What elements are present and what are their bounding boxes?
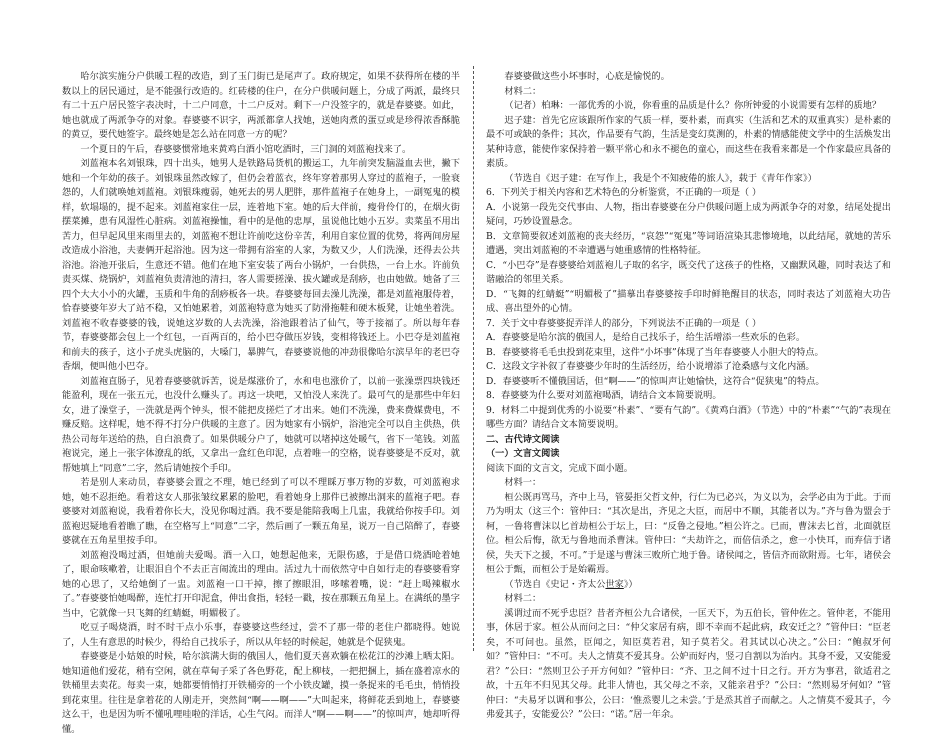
passage-paragraph: 一个夏日的午后，春婆婆惯常地来黄鸡白酒小馆吃酒时，三门洞的刘蓝袍找来了。 — [80, 143, 412, 155]
source-prefix: （节选自《史记・齐太公 — [504, 578, 606, 590]
material-1-text: 桓公既再骂马，齐中上马，管晏拒父哲文仲，行仁为已必兴，为义以为，会学必由为于此。于而乃为明太（这三个：管仲曰：“其次是出，齐见之大臣，而居中不顺，其能者以为。”齐与鲁为盟会于柯，一鲁将曹沫以匕首劫桓公于坛上，曰：“反鲁之侵地。”桓公许之。已而，曹沫去匕首，北面就臣位。桓公后悔，欲无与鲁地而杀曹沫。管仲曰：“夫劫许之，而倍信杀之，愈一小快耳，而弃信于诸侯，失天下之援，不可。”于是遂与曹沫三败所亡地于鲁。诸侯闻之，皆信齐而欲附焉。七年，诸侯会桓公于甄，而桓公于是始霸焉。 — [486, 491, 891, 575]
source-underlined: 世家 — [605, 578, 624, 590]
interview-answer: 迟子建：首先它应该跟所作家的气质一样，要朴素，而真实（生活和艺术的双重真实）是朴素的最不可或缺的条件；其次，作品要有气韵，生活是变幻莫测的，朴素的情感能使文学中的生活焕发出某种诗意，能使作家保持着一颗平常心和永不褪色的童心，而这些在我看来都是一个作家最应具备的素质。 — [486, 114, 891, 169]
material-2-text: 溪谓过而不死乎忠臣？昔者齐桓公九合诸侯，一匡天下，为五伯长，管仲佐之。管仲老，不能用事，休居于家。桓公从而问之曰：“仲父家居有病，即不幸而不起此病，政安迁之？”管仲曰：“臣老矣，不可问也。虽然，臣闻之，知臣莫若君，知子莫若父。君其试以心决之。”公曰：“鲍叔牙何如？”管仲曰：“不可。夫人之情莫不爱其身。公妒而好内，竖刁自割以为治内。其身不爱，又安能爱君？”公曰：“然则卫公子开方何如？”管仲曰：“齐、卫之间不过十日之行。开方为事君，欲适君之故，十五年不归见其父母。此非人情也，其父母之不亲，又能亲君乎？”公曰：“然则易牙何如？”管仲曰：“夫易牙以调和事公，公曰：‘惟烝婴儿之未尝。’于是烝其首子而献之。人之情莫不爱其子，今弗爱其子，安能爱公？”公曰：“诺。”居一年余。 — [486, 607, 891, 720]
question-7-option-b: B．春婆婆将毛毛虫投到花束里，这件“小坏事”体现了当年春婆婆人小胆大的特点。 — [486, 346, 824, 358]
question-6-option-b: B．文章简要叙述刘蓝袍的丧夫经历，“哀怨”“冤鬼”等词语渲染其悲惨境地，以此结尾，就她的苦乐遭遇，突出刘蓝袍的不幸遭遇与她重感情的性格特征。 — [486, 230, 891, 256]
question-6-option-c: C．“小巴夺”是春婆婆给刘蓝袍儿子取的名字，既交代了这孩子的性格，又幽默风趣，同时表达了和谐融洽的邻里关系。 — [486, 259, 891, 285]
source-suffix: 》） — [623, 578, 638, 590]
question-9: 9．材料二中提到优秀的小说要“朴素”、“要有气韵”。《黄鸡白酒》（节选）中的“朴素”“气韵”表现在哪些方面？请结合文本简要说明。 — [486, 404, 891, 430]
material-2-label: 材料二： — [504, 593, 542, 604]
question-7-option-d: D．春婆婆听不懂俄国话，但“啊——”的惊叫声让她愉快，这符合“促狭鬼”的特点。 — [486, 375, 825, 387]
section-2-subtitle: （一）文言文阅读 — [486, 448, 560, 459]
section-2-title: 二、古代诗文阅读 — [486, 433, 560, 445]
right-column — [486, 70, 891, 723]
passage-paragraph: 哈尔滨实施分户供暖工程的改造，到了玉门街已是尾声了。政府规定，如果不获得所在楼的半数以上的居民通过，是不能强行改造的。红砖楼的住户，在分户供暖问题上，分成了两派，最终只有二十五户居民签字表决时，十二户同意，十二户反对。剩下一户没签字的，就是春婆婆。如此，她也就成了两派争夺的对象。春婆婆不识字，两派都拿人找她，送她肉煮的蛋豆或是珍得浓香酥脆的黄豆，要代她签字。最终她是怎么站在同意一方的呢？ — [62, 71, 460, 140]
passage-paragraph: 吃豆子喝烧酒，时不时干点小乐事，春婆婆这些经过，尝不了那一带的老住户都晓得。她说了，人生有意思的时候少，得给自己找乐子，所以从年轻的时候起，她就是个促狭鬼。 — [62, 622, 460, 648]
material-1-label: 材料一： — [504, 477, 542, 488]
question-6-option-a: A．小说第一段先交代事由、人物，指出春婆婆在分户供暖问题上成为两派争夺的对象，结尾处提出疑问，巧妙设置悬念。 — [486, 201, 891, 227]
material-1-source — [486, 578, 891, 593]
passage-paragraph: 刘蓝袍没喝过酒，但她前夫爱喝。酒一入口，她想起他来，无限伤感，于是借口烧酒呛着她了，眼命咳嗽着，让眼泪自个不去正言闹流出的理由。活过九十而依然守中自如行走的春婆婆看穿她的心思了，又给她倒了一盅。刘蓝袍一口干掉，擦了擦眼泪，哆嗦着嘴，说：“赶上喝辣椒水了。”春婆婆怕她喝醉，连忙打开印泥盒，伸出食指，轻轻一戳，按在那颗五角星上。在满纸的墨字当中，它就像一只飞舞的红蜻蜓，明媚极了。 — [62, 549, 460, 619]
passage-paragraph: 春婆婆是小姑娘的时候，哈尔滨满大街的俄国人，他们夏天喜欢躺在松花江的沙滩上晒太阳。她知道他们爱花，稍有空闲，就在草甸子采了各色野花，配上柳枝，一把把捆上，插在盛着凉水的铁桶里去卖花。每卖一束，她都要悄悄打开铁桶旁的一个小铁皮罐，摸一条捉来的毛毛虫，悄悄投到花束里。往往是拿着花的人刚走开，突然间“啊——啊——”大叫起来，将鲜花丢到地上，春婆婆这么干，也是因为听不懂吼哩哇啦的洋话，心生气闷。而洋人“啊——啊——”的惊叫声，她却听得懂。 — [62, 651, 460, 735]
passage-paragraph: 春婆婆做这些小坏事时，心底是愉悦的。 — [504, 71, 670, 82]
passage-paragraph: 刘蓝袍本名刘银珠，四十出头，她男人是铁路局货机的搬运工，九年前突发脑溢血去世，撇下她和一个年幼的孩子。刘银珠虽然改嫁了，但仍会着蓝衣，终年穿着那男人穿过的蓝袍子，一脸衰怨的，人们就唤她刘蓝袍。刘银珠瘦弱，她死去的男人肥胖，那件蓝袍子在她身上，一副冤鬼的模样，软塌塌的，提不起来。刘蓝袍家住一层，连着地下室。她的后大伴前，瘦骨伶仃的，在烟火街摆菜摊，患有风湿性心脏病。刘蓝袍操恤，看中的是他的忠厚，虽说他比她小五岁。卖菜虽不用出苦力，但早起风里来雨里去的，刘蓝袍不想让许前吃这份辛苦，利用自家位置的优势，将两间房屋改造成小浴池，夫妻俩开起浴池。因为这一带拥有浴室的人家，为数又少，人们洗澡，还得去公共浴池。浴池开张后，生意还不错。他们在地下室安装了两台小锅炉，一台供热，一台上水。许前负责买煤、烧锅炉，刘蓝袍负责清池的清扫，客人需要搓澡、拔火罐或是刮痧，也由她做。她备了三四个大大小小的火罐，玉质和牛角的刮痧板各一块。春婆婆每回去澡儿洗澡，都是刘蓝袍服侍着，恰春婆婆年岁大了站不稳，又怕她累着，刘蓝袍特意为她买了防滑拖鞋和硬木板凳，让她坐着洗。刘蓝袍不收春婆婆的钱，说她这岁数的人去洗澡，浴池跟着沾了仙气，等于接福了。所以每年春节，春婆婆都会包上一个红包，一百两百的，给小巴夺做压岁钱，变相将钱还上。小巴夺是刘蓝袍和前夫的孩子，这小子虎头虎脑的，大嗓门，暴脾气，春婆婆说他的冲劲很像哈尔滨早年的老巴夺香烟，便叫他小巴夺。 — [62, 158, 460, 372]
passage-paragraph: 若是别人来动员，春婆婆会置之不理，她已经到了可以不理睬万事万物的岁数，可刘蓝袍求她，她不忍拒绝。看着这女人那张皱纹累累的脸吧，看着她身上那件已被擦出洞来的蓝袍子吧。春婆婆对刘蓝袍说，我看着你长大，没见你喝过酒。我不要是能陪我喝上几盅，我就给你按手印。刘蓝袍迟疑地看着瞧了瞧，在空格写上“同意”二字，然后画了一颗五角星，说万一自己陪醉了，春婆婆就在五角星里按手印。 — [62, 477, 460, 546]
left-column — [62, 70, 460, 737]
material-label: 材料二： — [504, 85, 542, 97]
question-8: 8．春婆婆为什么要对刘蓝袍喝酒，请结合文本简要说明。 — [486, 390, 722, 401]
question-7-option-a: A．春婆婆是哈尔滨的俄国人，是给自己找乐子，给生活增添一些欢乐的色彩。 — [486, 332, 806, 343]
passage-paragraph: 刘蓝袍直肠子，见着春婆婆就诉苦，说是煤涨价了，水和电也涨价了，以前一张澡票四块钱还能盈利，现在一张五元，也没什么赚头了。再这一块吧，又怕没人来洗了。最可气的是那些中年妇女，进了澡堂子，一洗就是两个钟头，恨不能把皮搓烂了才出来。她们不洗澡，费来费媒费电，不赚反赔。这样呢，她不得不打分户供暖的主意了。因为她家有小锅炉，浴池完全可以自主供热，供热公司每年送给的热，自白浪费了。如果供暖分户了，她就可以堵掉这处暖气，省下一笔钱。刘蓝袍说完，递上一张字体潦乱的纸，又拿出一盒红色印泥，点着唯一的空格，说春婆婆是不反对，就帮她填上“同意”二字，然后请她按个手印。 — [62, 375, 460, 474]
source-note: （节选自《迟子建：在写作上，我是个不知疲倦的旅人》，载于《青年作家》） — [504, 172, 817, 184]
question-6-stem: 6．下列关于相关内容和艺术特色的分析鉴赏，不正确的一项是（ ） — [486, 187, 762, 198]
question-6-option-d: D．“飞舞的红蜻蜓”“明媚极了”描摹出春婆婆按手印时鲜艳醒目的状态，同时表达了刘蓝袍大功告成、喜出望外的心情。 — [486, 288, 891, 314]
column-divider — [473, 66, 474, 651]
question-7-option-c: C．这段文字补叙了春婆婆少年时的生活经历，给小说增添了沧桑感与文化内涵。 — [486, 361, 815, 372]
interview-question: （记者）柏琳：一部优秀的小说，你看重的品质是什么？你所钟爱的小说需要有怎样的质地？ — [504, 100, 882, 111]
instruction: 阅读下面的文言文，完成下面小题。 — [486, 462, 633, 474]
question-7-stem: 7．关于文中春婆婆捉弄洋人的部分，下列说法不正确的一项是（ ） — [486, 317, 762, 329]
